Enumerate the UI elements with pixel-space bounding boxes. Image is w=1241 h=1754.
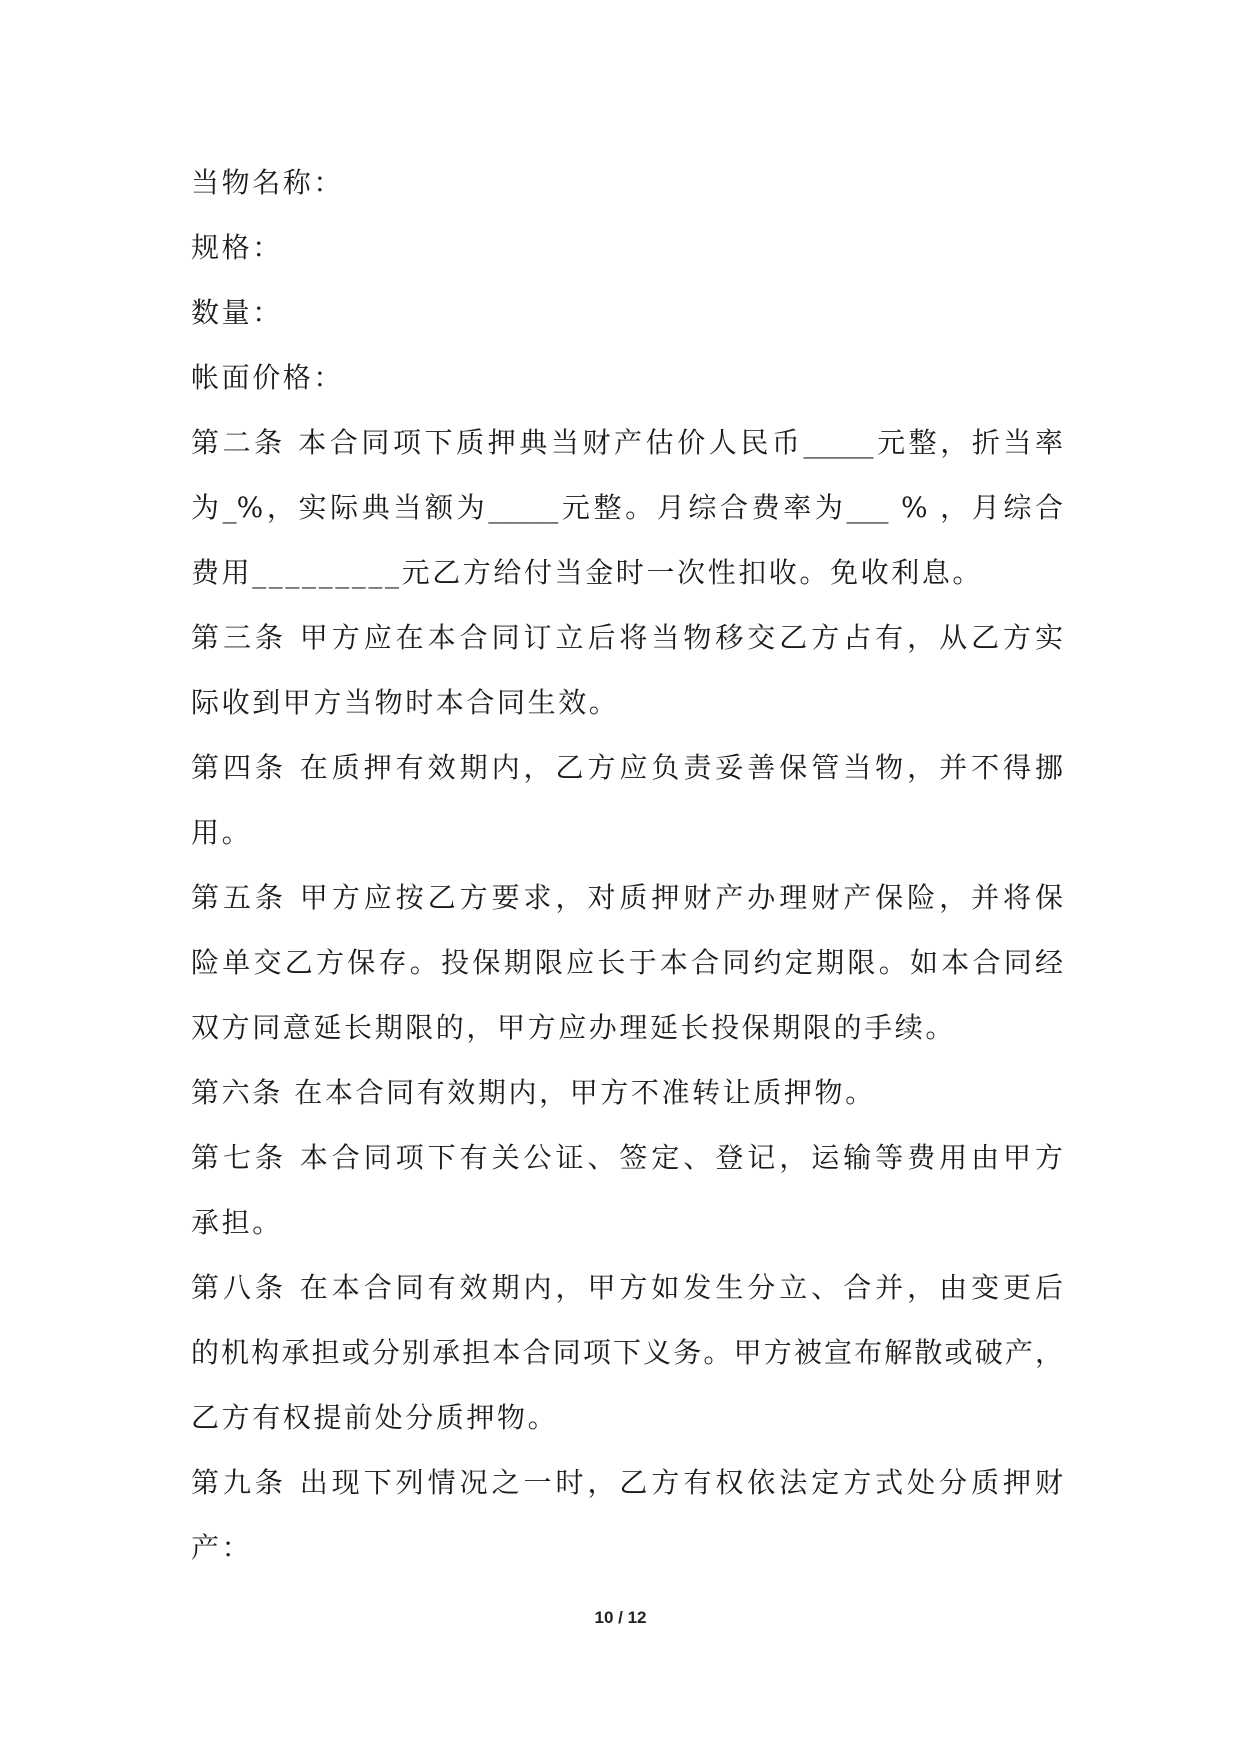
clause-8-line-2: 的机构承担或分别承担本合同项下义务。甲方被宣布解散或破产， <box>191 1336 1063 1369</box>
text-line-quantity: 数量： <box>191 296 283 329</box>
clause-4-line-2: 用。 <box>191 816 253 849</box>
clause-6-line-1: 第六条 在本合同有效期内，甲方不准转让质押物。 <box>191 1076 876 1109</box>
clause-5-line-1: 第五条 甲方应按乙方要求，对质押财产办理财产保险，并将保 <box>191 881 1063 914</box>
clause-2-line-3: 费用_________元乙方给付当金时一次性扣收。免收利息。 <box>191 556 984 589</box>
text-line-specification: 规格： <box>191 231 283 264</box>
clause-5-line-2: 险单交乙方保存。投保期限应长于本合同约定期限。如本合同经 <box>191 946 1063 979</box>
text-line-item-name: 当物名称： <box>191 166 345 199</box>
clause-9-line-2: 产： <box>191 1531 253 1564</box>
page-number: 10 / 12 <box>594 1608 647 1627</box>
clause-2-line-2: 为_%，实际典当额为_____元整。月综合费率为___ % ，月综合 <box>191 491 1063 524</box>
text-line-book-value: 帐面价格： <box>191 361 345 394</box>
clause-7-line-1: 第七条 本合同项下有关公证、签定、登记，运输等费用由甲方 <box>191 1141 1063 1174</box>
clause-4-line-1: 第四条 在质押有效期内，乙方应负责妥善保管当物，并不得挪 <box>191 751 1063 784</box>
clause-2-line-1: 第二条 本合同项下质押典当财产估价人民币_____元整，折当率 <box>191 426 1063 459</box>
clause-3-line-2: 际收到甲方当物时本合同生效。 <box>191 686 620 719</box>
clause-3-line-1: 第三条 甲方应在本合同订立后将当物移交乙方占有，从乙方实 <box>191 621 1063 654</box>
clause-7-line-2: 承担。 <box>191 1206 283 1239</box>
clause-8-line-3: 乙方有权提前处分质押物。 <box>191 1401 559 1434</box>
clause-9-line-1: 第九条 出现下列情况之一时，乙方有权依法定方式处分质押财 <box>191 1466 1063 1499</box>
clause-8-line-1: 第八条 在本合同有效期内，甲方如发生分立、合并，由变更后 <box>191 1271 1063 1304</box>
clause-5-line-3: 双方同意延长期限的，甲方应办理延长投保期限的手续。 <box>191 1011 957 1044</box>
document-body <box>191 150 1063 1580</box>
